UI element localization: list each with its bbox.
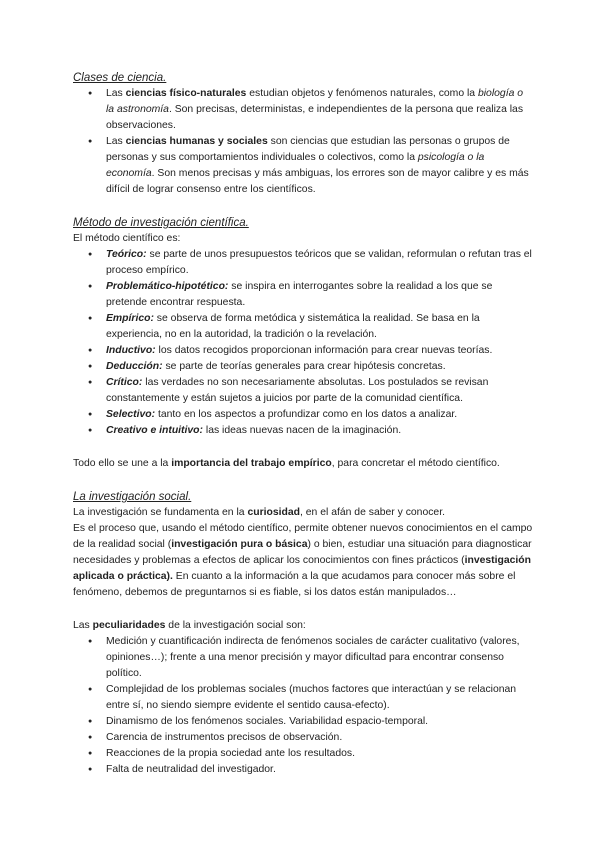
bold-italic-term: Creativo e intuitivo:: [106, 425, 203, 436]
text-run: , para concretar el método científico.: [331, 458, 500, 469]
list-item: [73, 343, 533, 359]
text-run: tanto en los aspectos a profundizar como en los datos a analizar.: [155, 409, 458, 420]
text-run: . Son precisas, deterministas, e independientes de la persona que realiza las observaciones.: [106, 104, 524, 131]
text-run: Todo ello se une a la: [73, 458, 172, 469]
text-run: Las: [73, 620, 93, 631]
bold-italic-term: Problemático-hipotético:: [106, 281, 229, 292]
list-item: [73, 86, 533, 134]
bold-term: investigación pura o básica: [171, 539, 308, 550]
peculiaridades-list: [73, 634, 533, 778]
text-run: se parte de teorías generales para crear hipótesis concretas.: [162, 361, 446, 372]
text-run: las verdades no son necesariamente absolutas. Los postulados se revisan constantemente y están sujetos a juicios por parte de la comunidad científica.: [106, 377, 489, 404]
list-item: [73, 279, 533, 311]
bold-italic-term: Teórico:: [106, 249, 147, 260]
italic-example: psicología o la economía: [106, 152, 485, 179]
heading-clases-de-ciencia: Clases de ciencia.: [73, 72, 167, 84]
list-item: [73, 407, 533, 423]
bold-term: curiosidad: [247, 507, 300, 518]
list-item: ● Complejidad de los problemas sociales (muchos factores que interactúan y se relacionan entre sí, no siendo siempre evidente el sentido causa-efecto).: [73, 682, 533, 714]
metodo-list: [73, 247, 533, 439]
paragraph-curiosidad: [73, 505, 533, 521]
bold-term: investigación aplicada o práctica).: [73, 555, 531, 582]
text-run: son ciencias que estudian las personas o grupos de personas y sus comportamientos individuales o colectivos, como la: [106, 136, 510, 163]
bold-term: importancia del trabajo empírico: [171, 458, 332, 469]
bold-italic-term: Inductivo:: [106, 345, 156, 356]
list-item: [73, 247, 533, 279]
metodo-summary: [73, 456, 533, 472]
text-run: se parte de unos presupuestos teóricos que se validan, reformulan o refutan tras el proceso empírico.: [106, 249, 532, 276]
text-run: Las: [106, 136, 126, 147]
list-item: [73, 423, 533, 439]
text-run: . Son menos precisas y más ambiguas, los errores son de mayor calibre y es más difícil de lograr consenso entre los científicos.: [106, 168, 529, 195]
text-run: Es el proceso que, usando el método científico, permite obtener nuevos conocimientos en el campo de la realidad social (: [73, 523, 533, 550]
text-run: En cuanto a la información a la que acudamos para conocer más sobre el fenómeno, debemos de preguntarnos si es fiable, si los datos están manipulados…: [73, 571, 516, 598]
text-run: se observa de forma metódica y sistemática la realidad. Se basa en la experiencia, no en la autoridad, la tradición o la revelación.: [106, 313, 480, 340]
list-item: ● Dinamismo de los fenómenos sociales. Variabilidad espacio-temporal.: [73, 714, 533, 730]
spacer: [73, 601, 533, 618]
metodo-intro: El método científico es:: [73, 233, 181, 244]
text-run: estudian objetos y fenómenos naturales, como la: [246, 88, 478, 99]
text-run: se inspira en interrogantes sobre la realidad a los que se pretende encontrar respuesta.: [106, 281, 493, 308]
bold-term: ciencias humanas y sociales: [125, 136, 268, 147]
bold-term: peculiaridades: [92, 620, 166, 631]
list-item: ● Reacciones de la propia sociedad ante los resultados.: [73, 746, 533, 762]
heading-investigacion-social: La investigación social.: [73, 491, 192, 503]
paragraph-proceso: [73, 521, 533, 601]
bold-italic-term: Selectivo:: [106, 409, 156, 420]
heading-metodo-investigacion: Método de investigación científica.: [73, 217, 249, 229]
text-run: los datos recogidos proporcionan información para crear nuevas teorías.: [155, 345, 493, 356]
text-run: La investigación se fundamenta en la: [73, 507, 248, 518]
text-run: Las: [106, 88, 126, 99]
spacer: [73, 439, 533, 456]
text-run: , en el afán de saber y conocer.: [300, 507, 445, 518]
bold-italic-term: Empírico:: [106, 313, 154, 324]
paragraph-peculiaridades: [73, 618, 533, 634]
spacer: [73, 472, 533, 489]
list-item: [73, 311, 533, 343]
list-item: [73, 134, 533, 198]
text-run: las ideas nuevas nacen de la imaginación.: [203, 425, 402, 436]
bold-italic-term: Crítico:: [106, 377, 143, 388]
spacer: [73, 198, 533, 215]
bold-term: ciencias físico-naturales: [125, 88, 247, 99]
list-item: ● Medición y cuantificación indirecta de fenómenos sociales de carácter cualitativo (valores, opiniones…); frente a una menor precisión y mayor dificultad para encontrar consenso político.: [73, 634, 533, 682]
list-item: ● Carencia de instrumentos precisos de observación.: [73, 730, 533, 746]
italic-example: biología o la astronomía: [106, 88, 524, 115]
list-item: [73, 375, 533, 407]
text-run: de la investigación social son:: [165, 620, 306, 631]
document-page: [73, 70, 533, 778]
list-item: ● Falta de neutralidad del investigador.: [73, 762, 533, 778]
list-item: [73, 359, 533, 375]
text-run: ) o bien, estudiar una situación para diagnosticar necesidades y problemas a efectos de aplicar los conocimientos con fines prácticos (: [73, 539, 532, 566]
bold-italic-term: Deducción:: [106, 361, 163, 372]
ciencia-list: [73, 86, 533, 198]
